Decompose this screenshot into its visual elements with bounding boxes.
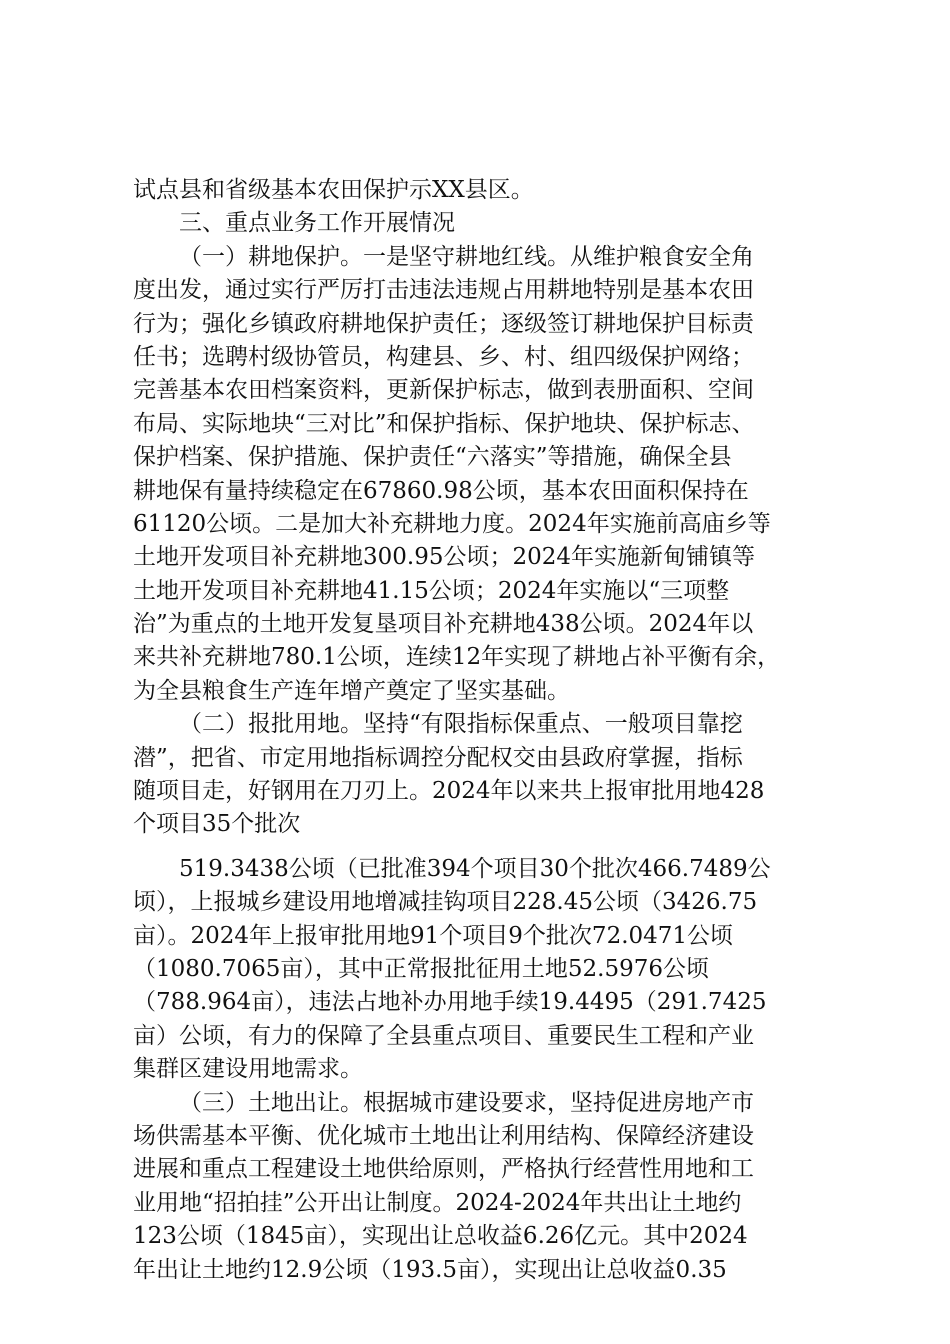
text-line: 土地开发项目补充耕地300.95公顷；2024年实施新甸铺镇等 [133,544,756,571]
text-line: （三）土地出让。根据城市建设要求，坚持促进房地产市 [179,1089,754,1116]
text-line: 耕地保有量持续稳定在67860.98公顷，基本农田面积保持在 [133,477,749,504]
text-line: 随项目走，好钢用在刀刃上。2024年以来共上报审批用地428 [133,778,765,805]
text-line: 来共补充耕地780.1公顷，连续12年实现了耕地占补平衡有余， [133,644,781,671]
document-body [133,174,833,1287]
text-line: 进展和重点工程建设土地供给原则，严格执行经营性用地和工 [133,1156,754,1183]
text-line: 业用地“招拍挂”公开出让制度。2024-2024年共出让土地约 [133,1189,742,1216]
text-line: （1080.7065亩），其中正常报批征用土地52.5976公顷 [133,955,709,982]
text-line: 顷），上报城乡建设用地增减挂钩项目228.45公顷（3426.75 [133,889,758,916]
text-line: 519.3438公顷（已批准394个项目30个批次466.7489公 [179,855,771,882]
text-line: 集群区建设用地需求。 [133,1056,363,1083]
text-line: 治”为重点的土地开发复垦项目补充耕地438公顷。2024年以 [133,611,754,638]
text-line: 亩）公顷，有力的保障了全县重点项目、重要民生工程和产业 [133,1022,754,1049]
text-line: 年出让土地约12.9公顷（193.5亩），实现出让总收益0.35 [133,1256,727,1283]
text-line: 个项目35个批次 [133,811,301,838]
text-line: 土地开发项目补充耕地41.15公顷；2024年实施以“三项整 [133,577,730,604]
text-line: 三、重点业务工作开展情况 [179,210,455,237]
text-line: 完善基本农田档案资料，更新保护标志，做到表册面积、空间 [133,377,754,404]
text-line: 123公顷（1845亩），实现出让总收益6.26亿元。其中2024 [133,1223,748,1250]
text-line: 亩）。2024年上报审批用地91个项目9个批次72.0471公顷 [133,922,734,949]
text-line: 保护档案、保护措施、保护责任“六落实”等措施，确保全县 [133,444,732,471]
text-line: 为全县粮食生产连年增产奠定了坚实基础。 [133,677,570,704]
text-line: （二）报批用地。坚持“有限指标保重点、一般项目靠挖 [179,711,743,738]
text-line: 行为；强化乡镇政府耕地保护责任；逐级签订耕地保护目标责 [133,310,754,337]
text-line: 61120公顷。二是加大补充耕地力度。2024年实施前高庙乡等 [133,510,771,537]
text-line: 任书；选聘村级协管员，构建县、乡、村、组四级保护网络； [133,343,754,370]
text-line: （788.964亩），违法占地补办用地手续19.4495（291.7425 [133,989,767,1016]
text-line: 潜”，把省、市定用地指标调控分配权交由县政府掌握，指标 [133,744,743,771]
text-line: 布局、实际地块“三对比”和保护指标、保护地块、保护标志、 [133,410,755,437]
text-line: 场供需基本平衡、优化城市土地出让利用结构、保障经济建设 [133,1122,754,1149]
text-line: 度出发，通过实行严厉打击违法违规占用耕地特别是基本农田 [133,277,754,304]
text-line: 试点县和省级基本农田保护示XX县区。 [133,177,534,203]
text-line: （一）耕地保护。一是坚守耕地红线。从维护粮食安全角 [179,243,754,270]
